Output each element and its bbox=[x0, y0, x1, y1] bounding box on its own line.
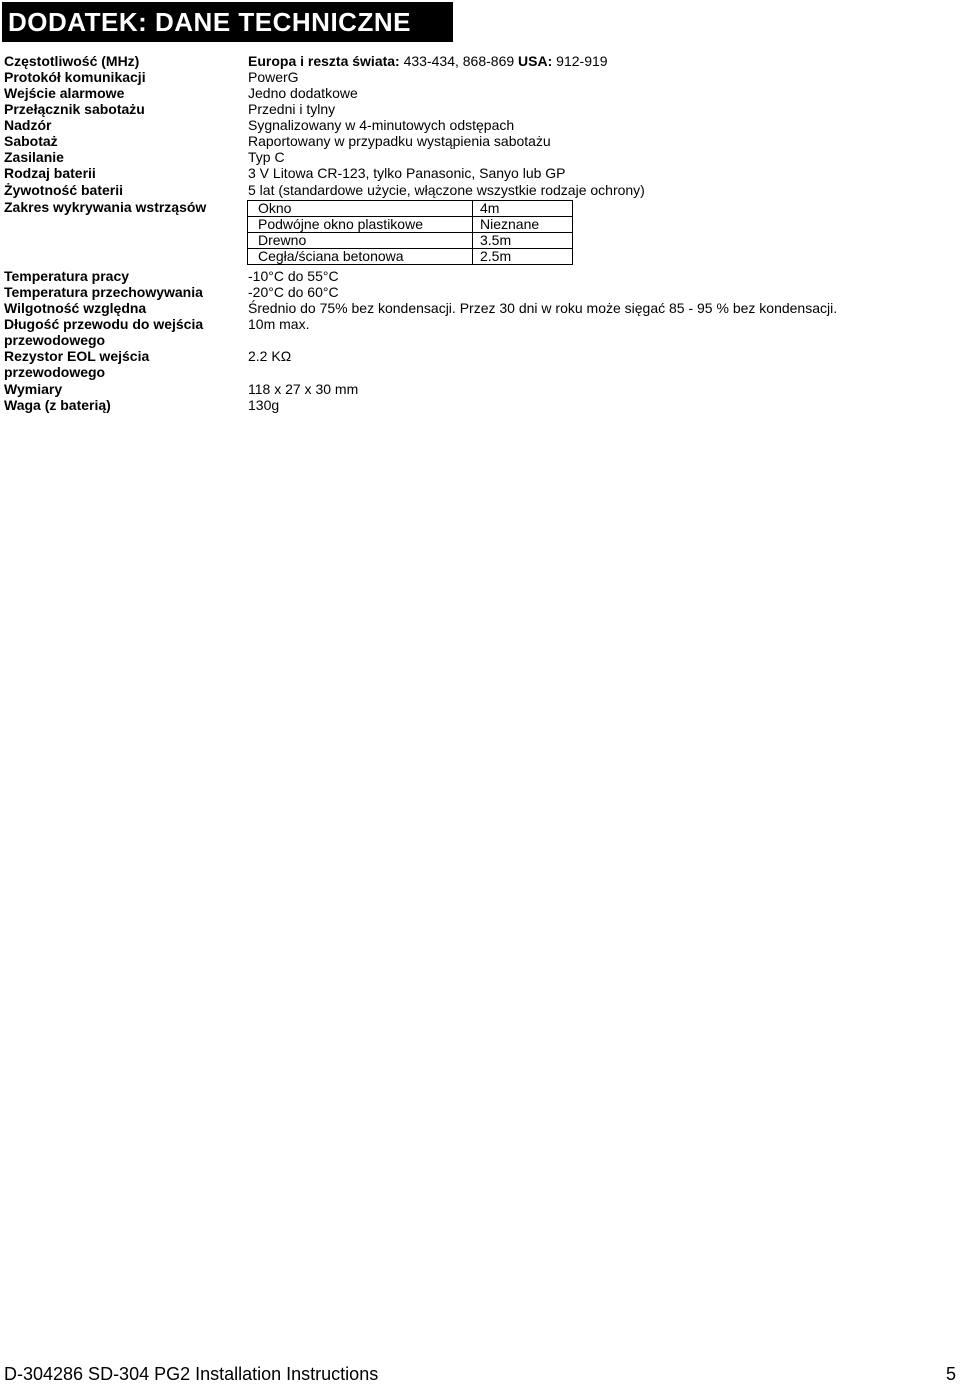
eol-resistor-value: 2.2 KΩ bbox=[248, 348, 292, 364]
power-value: Typ C bbox=[248, 149, 285, 165]
detection-range-label: Zakres wykrywania wstrząsów bbox=[4, 199, 207, 215]
weight-label: Waga (z baterią) bbox=[4, 397, 111, 413]
wire-length-value: 10m max. bbox=[248, 316, 310, 332]
supervision-label: Nadzór bbox=[4, 117, 52, 133]
footer-doc-title: D-304286 SD-304 PG2 Installation Instructions bbox=[4, 1364, 379, 1384]
battery-type-label: Rodzaj baterii bbox=[4, 165, 96, 181]
humidity-value: Średnio do 75% bez kondensacji. Przez 30 dni w roku może sięgać 85 - 95 % bez kondensacji. bbox=[248, 300, 838, 316]
frequency-usa-label: USA: bbox=[518, 53, 553, 69]
page-number: 5 bbox=[945, 1364, 956, 1384]
frequency-label: Częstotliwość (MHz) bbox=[4, 53, 140, 69]
humidity-label: Wilgotność względna bbox=[4, 300, 147, 316]
battery-life-label: Żywotność baterii bbox=[4, 182, 124, 198]
table-row bbox=[248, 201, 573, 217]
frequency-value bbox=[248, 53, 608, 69]
table-row bbox=[248, 217, 573, 233]
detection-range-table bbox=[247, 200, 573, 265]
range-value: 4m bbox=[473, 201, 573, 217]
tamper-switch-label: Przełącznik sabotażu bbox=[4, 101, 145, 117]
battery-life-value: 5 lat (standardowe użycie, włączone wszystkie rodzaje ochrony) bbox=[248, 182, 645, 198]
frequency-europe-label: Europa i reszta świata: bbox=[248, 53, 400, 69]
battery-type-value: 3 V Litowa CR-123, tylko Panasonic, Sanyo lub GP bbox=[248, 165, 566, 181]
storage-temp-value: -20°C do 60°C bbox=[248, 284, 339, 300]
range-value: 3.5m bbox=[473, 233, 573, 249]
wire-length-label-cont: przewodowego bbox=[4, 332, 106, 348]
range-material: Cegła/ściana betonowa bbox=[248, 249, 473, 265]
operating-temp-label: Temperatura pracy bbox=[4, 268, 130, 284]
storage-temp-label: Temperatura przechowywania bbox=[4, 284, 203, 300]
frequency-usa-value: 912-919 bbox=[556, 53, 608, 69]
weight-value: 130g bbox=[248, 397, 280, 413]
table-row bbox=[248, 249, 573, 265]
operating-temp-value: -10°C do 55°C bbox=[248, 268, 339, 284]
alarm-input-label: Wejście alarmowe bbox=[4, 85, 125, 101]
table-row bbox=[248, 233, 573, 249]
protocol-label: Protokół komunikacji bbox=[4, 69, 146, 85]
supervision-value: Sygnalizowany w 4-minutowych odstępach bbox=[248, 117, 515, 133]
eol-resistor-label-cont: przewodowego bbox=[4, 364, 106, 380]
range-material: Drewno bbox=[248, 233, 473, 249]
dimensions-value: 118 x 27 x 30 mm bbox=[248, 381, 359, 397]
range-material: Okno bbox=[248, 201, 473, 217]
alarm-input-value: Jedno dodatkowe bbox=[248, 85, 358, 101]
tamper-switch-value: Przedni i tylny bbox=[248, 101, 336, 117]
wire-length-label: Długość przewodu do wejścia bbox=[4, 316, 204, 332]
tamper-label: Sabotaż bbox=[4, 133, 58, 149]
range-value: 2.5m bbox=[473, 249, 573, 265]
range-material: Podwójne okno plastikowe bbox=[248, 217, 473, 233]
frequency-europe-value: 433-434, 868-869 bbox=[403, 53, 515, 69]
section-title: DODATEK: DANE TECHNICZNE bbox=[2, 2, 453, 42]
power-label: Zasilanie bbox=[4, 149, 64, 165]
protocol-value: PowerG bbox=[248, 69, 299, 85]
tamper-value: Raportowany w przypadku wystąpienia sabotażu bbox=[248, 133, 551, 149]
eol-resistor-label: Rezystor EOL wejścia bbox=[4, 348, 150, 364]
dimensions-label: Wymiary bbox=[4, 381, 63, 397]
range-value: Nieznane bbox=[473, 217, 573, 233]
